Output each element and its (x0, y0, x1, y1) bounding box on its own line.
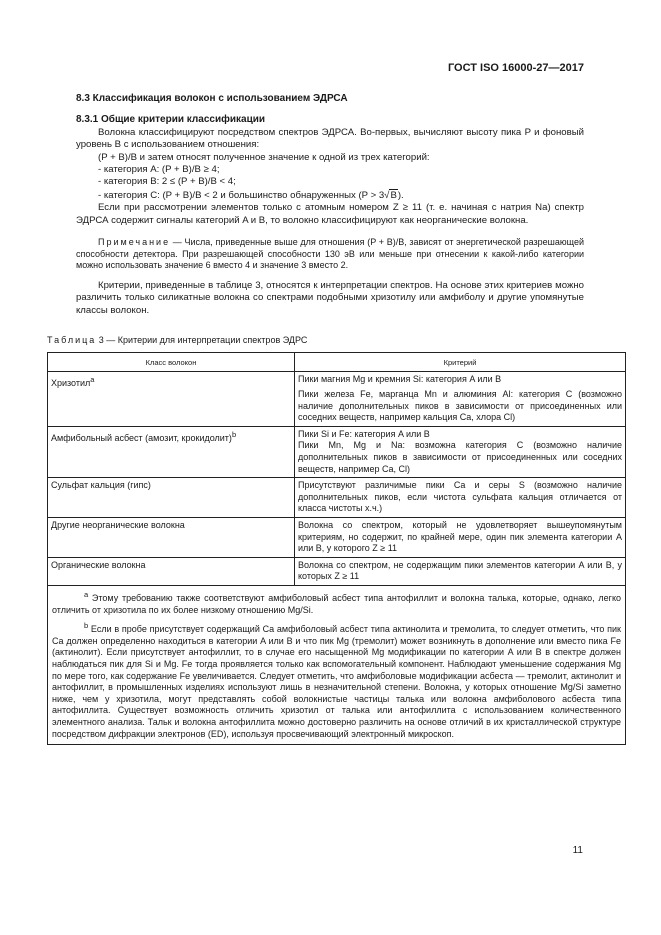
table-cell-class: Органические волокна (48, 557, 295, 585)
table-row (48, 518, 626, 558)
footnote-mark: a (84, 589, 89, 599)
footnote-mark: b (84, 621, 89, 631)
category-list (76, 164, 584, 202)
column-header-criteria: Критерий (295, 353, 626, 372)
footnote-marker: b (231, 429, 237, 439)
table-cell-criteria (295, 478, 626, 518)
footnote-text: Если в пробе присутствует содержащий Ca амфиболовый асбест типа актинолита и тремолита, то следует отметить, что пик Ca должен определенно находиться в категории A или B и что пик Mg (тремолит) может возникнуть в дополнение или вместо пика Fe (актинолит). Если присутствует антофиллит, то в случае его насыщенной Mg модификации по категории A или B в спектре должен наблюдаться пик для Si и Mg. Fe тогда проявляется только как вспомогательный компонент. Наблюдают уменьшение содержания Mg по мере того, как содержание Fe увеличивается. Следует отметить, что амфиболовые модификации асбеста — тремолит, актинолит и антофиллит, в промышленных изделиях используют лишь в незначительной степени. Волокна, у которых отношение Mg/Si заметно ниже, чем у хризотила, могут представлять собой волокнистые частицы талька или волокна амфиболового асбеста типа антофиллита. Существует возможность отличить хризотил от талька или антофиллита с использованием количественного элементного анализа. Тальк и волокна антофиллита можно достоверно различить на основе отличий в их кристаллической структуре посредством дифракции электронов (ED), используя просвечивающий электронный микроскоп. (52, 624, 621, 739)
ratio-paragraph: (P + B)/B и затем относят полученное значение к одной из трех категорий: (98, 151, 430, 163)
subsection-title: 8.3.1 Общие критерии классификации (76, 114, 266, 126)
table-cell-criteria (295, 426, 626, 477)
table-cell-criteria (295, 557, 626, 585)
class-name: Хризотил (51, 378, 91, 389)
footnote-text: Этому требованию также соответствуют амфиболовый асбест типа антофиллит и волокна талька, которые, однако, легко отличить от хризотила по их более низкому отношению Mg/Si. (52, 592, 621, 615)
table-row (48, 557, 626, 585)
table-cell-criteria (295, 372, 626, 426)
criterion-line: Волокна со спектром, не содержащим пики элементов категории A или B, у которых Z ≥ 11 (298, 559, 622, 582)
table-footnote-a (48, 586, 625, 620)
category-c-tail: ). (397, 189, 404, 201)
category-b: - категория B: 2 ≤ (P + B)/B < 4; (98, 176, 236, 188)
category-a: - категория A: (P + B)/B ≥ 4; (98, 164, 220, 176)
table-row (48, 372, 626, 426)
table-footnotes-cell (48, 585, 626, 744)
table-cell-class: Другие неорганические волокна (48, 518, 295, 558)
table-footnotes-row (48, 585, 626, 744)
category-c (98, 189, 584, 202)
atomic-number-paragraph: Если при рассмотрении элементов только с атомным номером Z ≥ 11 (т. е. начиная с натрия Na) спектр ЭДРСА содержит сигналы категорий A и B, то волокно классифицируют как неорганические волокна. (76, 202, 584, 226)
sqrt-radicand: B (390, 189, 397, 201)
note-label: Примечание (98, 237, 171, 248)
note-text: — Числа, приведенные выше для отношения (P + B)/B, зависят от энергетической разрешающей способности детектора. При разрешающей способности 130 эВ или меньше при отнесении к какой-либо категории можно использовать значение 6 вместо 4 и значение 3 вместо 2. (76, 237, 584, 271)
criteria-paragraph: Критерии, приведенные в таблице 3, относятся к интерпретации спектров. На основе этих критериев можно различить только силикатные волокна со спектрами подобными хризотилу или амфиболу и другие упомянутые классы волокон. (76, 279, 584, 316)
page-number: 11 (572, 845, 583, 856)
sqrt-symbol: √ (384, 189, 390, 201)
table-cell-class: Сульфат кальция (гипс) (48, 478, 295, 518)
table-cell-class (48, 426, 295, 477)
criterion-line: Пики Si и Fe: категория A или B (298, 428, 430, 439)
page-content (47, 93, 622, 745)
intro-paragraph: Волокна классифицируют посредством спектров ЭДРСА. Во-первых, вычисляют высоту пика P и фоновый уровень B с использованием отношения: (76, 126, 584, 151)
column-header-class: Класс волокон (48, 353, 295, 372)
table-footnote-b (48, 620, 625, 744)
criterion-line: Присутствуют различимые пики Ca и серы S (возможно наличие дополнительных пиков, если чистота сульфата кальция отличается от класса чистоты х.ч.) (298, 480, 622, 514)
criterion-line: Пики магния Mg и кремния Si: категория A или B (298, 374, 502, 385)
table-caption-label: Таблица (47, 335, 97, 346)
class-name: Амфибольный асбест (амозит, крокидолит) (51, 432, 232, 443)
table-cell-class (48, 372, 295, 426)
criteria-table (47, 352, 626, 745)
section-title: 8.3 Классификация волокон с использованием ЭДРСА (76, 93, 348, 104)
table-row (48, 426, 626, 477)
table-header-row (48, 353, 626, 372)
table-row (48, 478, 626, 518)
criterion-line: Пики железа Fe, марганца Mn и алюминия Al: категория C (возможно наличие дополнительных пиков в зависимости от присоединенных или соседних веществ, например кальция Ca, хлора Cl) (298, 389, 622, 423)
document-header: ГОСТ ISO 16000-27—2017 (447, 62, 584, 74)
note-paragraph (76, 237, 584, 272)
table-cell-criteria (295, 518, 626, 558)
footnote-marker: a (90, 375, 95, 385)
criterion-line: Пики Mn, Mg и Na: возможна категория C (возможно наличие дополнительных пиков в зависимости от присоединенных или соседних веществ, например Ca, Cl) (298, 440, 622, 474)
table-caption (47, 334, 584, 346)
table-caption-text: 3 — Критерии для интерпретации спектров ЭДРС (96, 335, 308, 346)
category-c-text: - категория C: (P + B)/B < 2 и большинство обнаруженных (P > 3 (98, 189, 385, 201)
criterion-line: Волокна со спектром, который не удовлетворяет вышеупомянутым критериям, но содержит, по крайней мере, один пик элемента категории A или B, у которого Z ≥ 11 (298, 520, 622, 554)
